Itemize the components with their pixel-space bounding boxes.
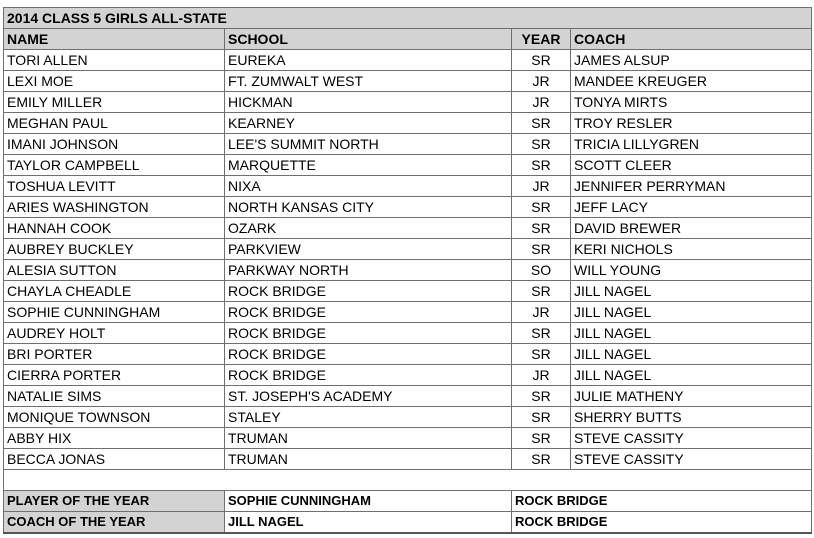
award-winner: SOPHIE CUNNINGHAM [225,491,512,512]
player-coach: JENNIFER PERRYMAN [571,176,812,197]
award-label: COACH OF THE YEAR [4,512,225,534]
header-coach: COACH [571,29,812,50]
player-coach: TONYA MIRTS [571,92,812,113]
table-row [4,134,812,155]
player-school: OZARK [225,218,512,239]
player-name: ARIES WASHINGTON [4,197,225,218]
player-coach: JILL NAGEL [571,323,812,344]
player-year: SR [512,386,571,407]
player-school: ST. JOSEPH'S ACADEMY [225,386,512,407]
table-row [4,407,812,428]
player-coach: JEFF LACY [571,197,812,218]
player-school: MARQUETTE [225,155,512,176]
player-name: TORI ALLEN [4,50,225,71]
player-coach: STEVE CASSITY [571,428,812,449]
player-year: SR [512,50,571,71]
player-coach: TRICIA LILLYGREN [571,134,812,155]
player-year: JR [512,365,571,386]
player-school: ROCK BRIDGE [225,344,512,365]
player-name: MEGHAN PAUL [4,113,225,134]
player-name: AUBREY BUCKLEY [4,239,225,260]
player-coach: DAVID BREWER [571,218,812,239]
player-coach: SCOTT CLEER [571,155,812,176]
award-spacer [4,470,812,491]
player-year: SR [512,344,571,365]
player-year: SR [512,218,571,239]
title-row [4,8,812,29]
player-school: KEARNEY [225,113,512,134]
player-year: SO [512,260,571,281]
player-year: JR [512,302,571,323]
player-school: LEE'S SUMMIT NORTH [225,134,512,155]
player-name: LEXI MOE [4,71,225,92]
player-year: SR [512,134,571,155]
player-year: SR [512,449,571,470]
award-school: ROCK BRIDGE [512,491,812,512]
table-row [4,449,812,470]
header-row [4,29,812,50]
player-school: NORTH KANSAS CITY [225,197,512,218]
table-row [4,260,812,281]
player-school: ROCK BRIDGE [225,323,512,344]
header-name: NAME [4,29,225,50]
player-name: BECCA JONAS [4,449,225,470]
player-coach: SHERRY BUTTS [571,407,812,428]
award-row [4,512,812,534]
player-name: CIERRA PORTER [4,365,225,386]
player-school: ROCK BRIDGE [225,302,512,323]
player-school: EUREKA [225,50,512,71]
player-name: SOPHIE CUNNINGHAM [4,302,225,323]
player-name: EMILY MILLER [4,92,225,113]
player-school: ROCK BRIDGE [225,365,512,386]
player-name: NATALIE SIMS [4,386,225,407]
player-school: PARKVIEW [225,239,512,260]
player-year: JR [512,71,571,92]
player-school: FT. ZUMWALT WEST [225,71,512,92]
player-name: CHAYLA CHEADLE [4,281,225,302]
player-year: SR [512,197,571,218]
player-name: IMANI JOHNSON [4,134,225,155]
player-school: PARKWAY NORTH [225,260,512,281]
table-row [4,155,812,176]
player-coach: JILL NAGEL [571,302,812,323]
table-row [4,239,812,260]
award-winner: JILL NAGEL [225,512,512,534]
player-year: SR [512,239,571,260]
table-row [4,113,812,134]
table-row [4,218,812,239]
player-name: ABBY HIX [4,428,225,449]
player-school: STALEY [225,407,512,428]
player-name: AUDREY HOLT [4,323,225,344]
player-coach: WILL YOUNG [571,260,812,281]
player-coach: JILL NAGEL [571,281,812,302]
player-coach: JAMES ALSUP [571,50,812,71]
player-school: TRUMAN [225,449,512,470]
player-year: SR [512,323,571,344]
player-coach: JULIE MATHENY [571,386,812,407]
player-school: TRUMAN [225,428,512,449]
header-school: SCHOOL [225,29,512,50]
player-coach: TROY RESLER [571,113,812,134]
table-row [4,302,812,323]
table-row [4,50,812,71]
player-year: SR [512,113,571,134]
award-spacer-cell [4,470,812,491]
player-name: TOSHUA LEVITT [4,176,225,197]
player-school: ROCK BRIDGE [225,281,512,302]
player-year: SR [512,281,571,302]
player-coach: KERI NICHOLS [571,239,812,260]
player-coach: MANDEE KREUGER [571,71,812,92]
table-row [4,281,812,302]
player-coach: JILL NAGEL [571,365,812,386]
player-name: ALESIA SUTTON [4,260,225,281]
player-name: MONIQUE TOWNSON [4,407,225,428]
table-row [4,386,812,407]
player-year: SR [512,428,571,449]
table-row [4,323,812,344]
player-name: BRI PORTER [4,344,225,365]
table-title: 2014 CLASS 5 GIRLS ALL-STATE [4,8,812,29]
table-row [4,365,812,386]
header-year: YEAR [512,29,571,50]
table-row [4,71,812,92]
player-name: HANNAH COOK [4,218,225,239]
player-year: SR [512,407,571,428]
player-coach: JILL NAGEL [571,344,812,365]
player-coach: STEVE CASSITY [571,449,812,470]
table-row [4,428,812,449]
table-row [4,344,812,365]
table-row [4,176,812,197]
all-state-sheet [3,7,811,534]
player-year: SR [512,155,571,176]
all-state-table [3,7,812,534]
player-school: NIXA [225,176,512,197]
player-year: JR [512,176,571,197]
player-school: HICKMAN [225,92,512,113]
player-name: TAYLOR CAMPBELL [4,155,225,176]
award-school: ROCK BRIDGE [512,512,812,534]
award-row [4,491,812,512]
table-row [4,197,812,218]
award-label: PLAYER OF THE YEAR [4,491,225,512]
player-year: JR [512,92,571,113]
table-row [4,92,812,113]
